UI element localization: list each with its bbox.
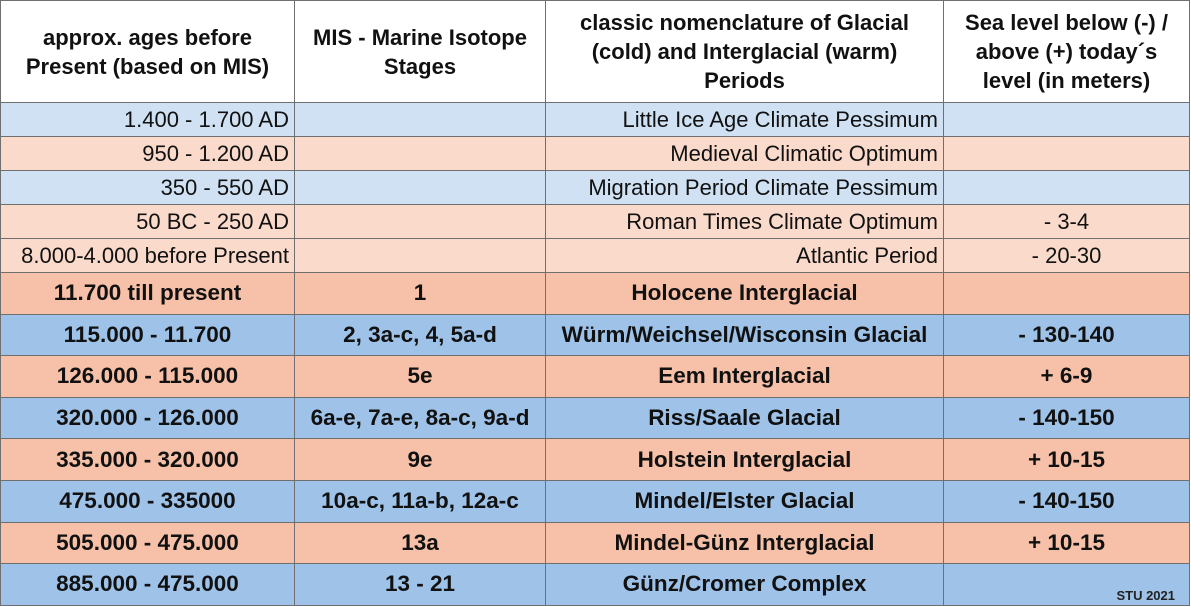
table-row [1, 103, 1190, 137]
cell-ages: 50 BC - 250 AD [1, 205, 295, 239]
cell-sea-level: + 10-15 [944, 439, 1190, 481]
table-row [1, 205, 1190, 239]
cell-period: Mindel-Günz Interglacial [546, 522, 944, 564]
cell-mis [295, 171, 546, 205]
cell-mis [295, 103, 546, 137]
cell-sea-level [944, 273, 1190, 315]
cell-ages: 8.000-4.000 before Present [1, 239, 295, 273]
cell-period: Eem Interglacial [546, 356, 944, 398]
cell-mis: 1 [295, 273, 546, 315]
cell-period: Mindel/Elster Glacial [546, 480, 944, 522]
table-row [1, 480, 1190, 522]
cell-period: Roman Times Climate Optimum [546, 205, 944, 239]
cell-ages: 885.000 - 475.000 [1, 564, 295, 606]
cell-sea-level: - 130-140 [944, 314, 1190, 356]
cell-ages: 115.000 - 11.700 [1, 314, 295, 356]
cell-ages: 475.000 - 335000 [1, 480, 295, 522]
cell-sea-level [944, 564, 1190, 606]
cell-ages: 11.700 till present [1, 273, 295, 315]
cell-period: Little Ice Age Climate Pessimum [546, 103, 944, 137]
cell-mis [295, 205, 546, 239]
cell-mis: 10a-c, 11a-b, 12a-c [295, 480, 546, 522]
cell-ages: 350 - 550 AD [1, 171, 295, 205]
cell-period: Atlantic Period [546, 239, 944, 273]
cell-ages: 320.000 - 126.000 [1, 397, 295, 439]
cell-ages: 950 - 1.200 AD [1, 137, 295, 171]
table-row [1, 522, 1190, 564]
cell-period: Migration Period Climate Pessimum [546, 171, 944, 205]
credit-label: STU 2021 [1116, 587, 1175, 603]
header-ages: approx. ages before Present (based on MIS) [1, 1, 295, 103]
cell-mis: 5e [295, 356, 546, 398]
cell-mis: 2, 3a-c, 4, 5a-d [295, 314, 546, 356]
table-row [1, 439, 1190, 481]
cell-sea-level: - 140-150 [944, 397, 1190, 439]
cell-period: Medieval Climatic Optimum [546, 137, 944, 171]
table-row [1, 273, 1190, 315]
cell-sea-level: + 10-15 [944, 522, 1190, 564]
cell-sea-level: - 3-4 [944, 205, 1190, 239]
cell-mis [295, 239, 546, 273]
cell-period: Günz/Cromer Complex [546, 564, 944, 606]
cell-ages: 1.400 - 1.700 AD [1, 103, 295, 137]
cell-sea-level: + 6-9 [944, 356, 1190, 398]
cell-sea-level [944, 137, 1190, 171]
cell-mis: 13 - 21 [295, 564, 546, 606]
cell-sea-level: - 140-150 [944, 480, 1190, 522]
header-sea-level: Sea level below (-) / above (+) today´s level (in meters) [944, 1, 1190, 103]
table-row [1, 397, 1190, 439]
cell-ages: 126.000 - 115.000 [1, 356, 295, 398]
header-mis: MIS - Marine Isotope Stages [295, 1, 546, 103]
cell-mis: 13a [295, 522, 546, 564]
cell-sea-level: - 20-30 [944, 239, 1190, 273]
cell-period: Würm/Weichsel/Wisconsin Glacial [546, 314, 944, 356]
cell-ages: 335.000 - 320.000 [1, 439, 295, 481]
cell-sea-level [944, 103, 1190, 137]
table-row [1, 564, 1190, 606]
header-nomenclature: classic nomenclature of Glacial (cold) and Interglacial (warm) Periods [546, 1, 944, 103]
cell-period: Riss/Saale Glacial [546, 397, 944, 439]
table-row [1, 171, 1190, 205]
cell-mis: 9e [295, 439, 546, 481]
table-row [1, 356, 1190, 398]
cell-period: Holocene Interglacial [546, 273, 944, 315]
table-row [1, 239, 1190, 273]
cell-period: Holstein Interglacial [546, 439, 944, 481]
header-row [1, 1, 1190, 103]
cell-ages: 505.000 - 475.000 [1, 522, 295, 564]
table-row [1, 314, 1190, 356]
table-row [1, 137, 1190, 171]
cell-mis [295, 137, 546, 171]
cell-mis: 6a-e, 7a-e, 8a-c, 9a-d [295, 397, 546, 439]
cell-sea-level [944, 171, 1190, 205]
